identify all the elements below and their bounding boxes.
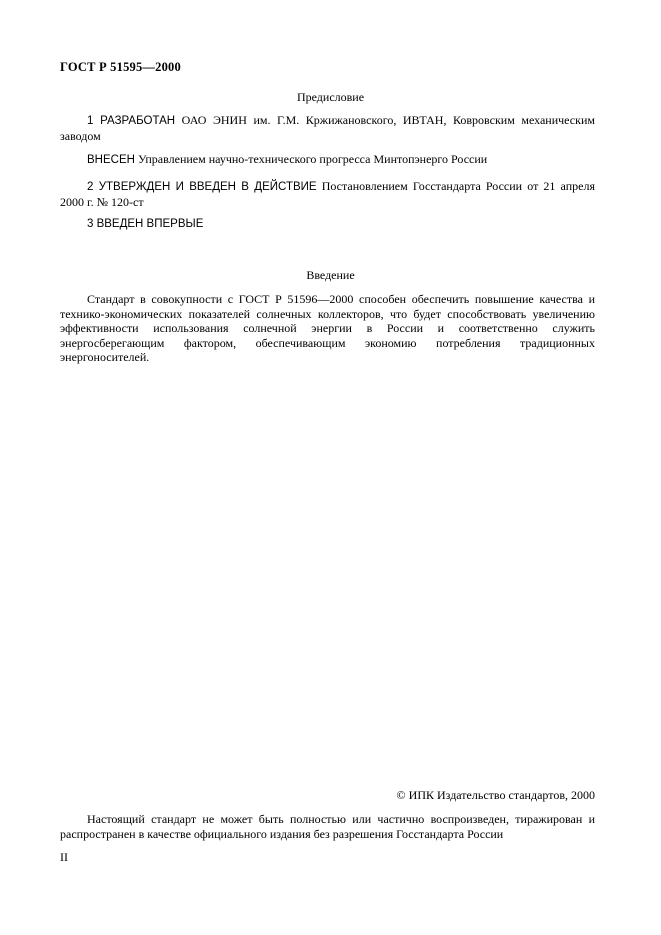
reproduction-notice: Настоящий стандарт не может быть полностью или частично воспроизведен, тиражирован и распространен в качестве официального издания без разрешения Госстандарта России [60,812,595,841]
approved-text: Постановлением Госстандарта России от 21 апреля 2000 г. № 120-ст [60,179,595,209]
foreword-item-introduced [60,152,595,168]
approved-lead: 2 УТВЕРЖДЕН И ВВЕДЕН В ДЕЙСТВИЕ [87,181,317,193]
developed-lead: 1 РАЗРАБОТАН [87,115,176,127]
introduction-text: Стандарт в совокупности с ГОСТ Р 51596—2000 способен обеспечить повышение качества и технико-экономических показателей солнечных коллекторов, что будет способствовать увеличению эффективности использования солнечной энергии в России и соответственно служить энергосберегающим фактором, обеспечивающим экономию потребления традиционных энергоносителей. [60,292,595,364]
developed-text: ОАО ЭНИН им. Г.М. Кржижановского, ИВТАН, Ковровским механическим заводом [60,113,595,143]
page-number: II [60,850,68,864]
copyright-line: © ИПК Издательство стандартов, 2000 [396,788,595,802]
foreword-item-first-introduced: 3 ВВЕДЕН ВПЕРВЫЕ [87,218,204,230]
introduced-text: Управлением научно-технического прогресса Минтопэнерго России [137,152,488,166]
foreword-item-developed [60,113,595,143]
introduction-title: Введение [306,268,355,282]
introduced-lead: ВНЕСЕН [87,154,135,166]
foreword-title: Предисловие [296,90,365,104]
document-header: ГОСТ Р 51595—2000 [60,60,181,74]
foreword-item-approved [60,179,595,209]
